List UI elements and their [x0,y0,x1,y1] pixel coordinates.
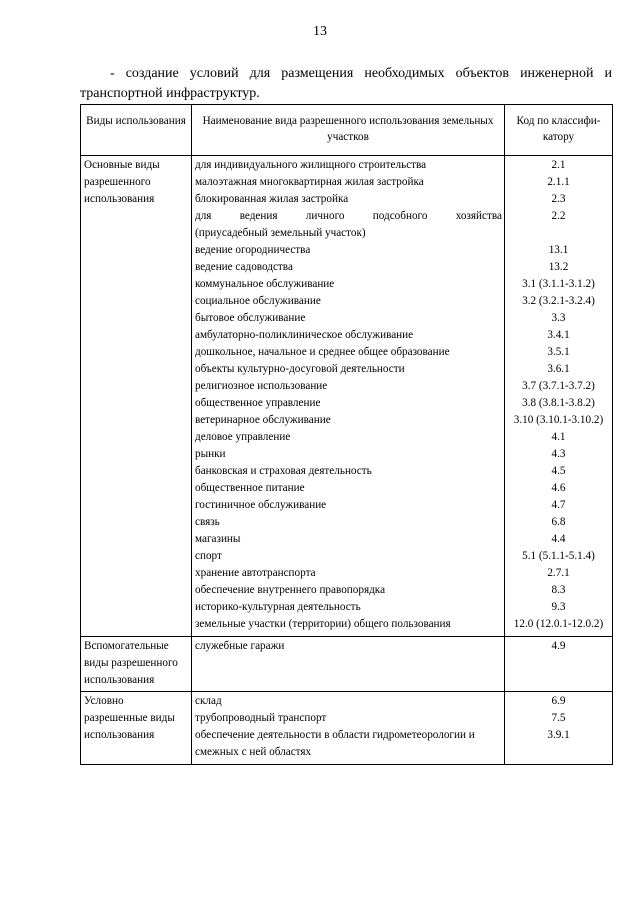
use-name: обеспечение внутреннего правопорядка [195,584,386,596]
use-name: банковская и страховая деятельность [195,465,372,477]
classifier-code: 4.7 [551,499,566,511]
header-use-name: Наименование вида разрешенного использования земельных участков [192,105,505,156]
section-auxiliary [81,637,613,692]
classifier-code: 2.3 [551,193,566,205]
classifier-code: 4.6 [551,482,566,494]
land-use-table [80,104,613,765]
use-name: трубопроводный транспорт [195,712,327,724]
use-name-continued: (приусадебный земельный участок) [195,227,366,239]
use-name: бытовое обслуживание [195,312,306,324]
header-usage-types: Виды использования [81,105,192,156]
use-name: склад [195,695,222,707]
use-name: для индивидуального жилищного строительства [195,159,427,171]
use-name: историко-культурная деятельность [195,601,361,613]
classifier-code: 4.5 [551,465,566,477]
classifier-code: 3.10 (3.10.1-3.10.2) [513,414,604,426]
use-name: ветеринарное обслуживание [195,414,331,426]
classifier-code: 3.2 (3.2.1-3.2.4) [522,295,595,307]
category-auxiliary: Вспомогательные виды разрешенного использования [81,637,192,692]
use-name: блокированная жилая застройка [195,193,349,205]
classifier-code: 2.7.1 [547,567,570,579]
classifier-code: 4.3 [551,448,566,460]
use-name: дошкольное, начальное и среднее общее образование [195,346,450,358]
codes-column-main [505,156,613,637]
use-name: социальное обслуживание [195,295,321,307]
use-name: деловое управление [195,431,291,443]
use-name: общественное управление [195,397,321,409]
classifier-code: 3.9.1 [547,729,570,741]
classifier-code: 6.9 [551,695,566,707]
use-name: рынки [195,448,226,460]
classifier-code: 2.2 [551,210,566,222]
header-classifier-code: Код по классифи-катору [505,105,613,156]
names-column-conditional [192,692,505,765]
classifier-code: 3.6.1 [547,363,570,375]
codes-column-auxiliary [505,637,613,692]
classifier-code: 4.9 [551,640,566,652]
table-header-row [81,105,613,156]
classifier-code: 8.3 [551,584,566,596]
section-main [81,156,613,637]
use-name: малоэтажная многоквартирная жилая застройка [195,176,424,188]
use-name: коммунальное обслуживание [195,278,335,290]
use-name: хранение автотранспорта [195,567,316,579]
names-column-main [192,156,505,637]
use-name: религиозное использование [195,380,328,392]
classifier-code: 3.1 (3.1.1-3.1.2) [522,278,595,290]
use-name: обеспечение деятельности в области гидрометеорологии и смежных с ней областях [195,729,475,758]
classifier-code: 3.5.1 [547,346,570,358]
classifier-code: 7.5 [551,712,566,724]
classifier-code: 4.1 [551,431,566,443]
classifier-code: 4.4 [551,533,566,545]
classifier-code: 2.1.1 [547,176,570,188]
classifier-code: 3.7 (3.7.1-3.7.2) [522,380,595,392]
use-name: земельные участки (территории) общего пользования [195,618,451,630]
use-name: служебные гаражи [195,640,285,652]
classifier-code: 6.8 [551,516,566,528]
codes-column-conditional [505,692,613,765]
category-conditional: Условно разрешенные виды использования [81,692,192,765]
use-name: ведение садоводства [195,261,293,273]
classifier-code: 5.1 (5.1.1-5.1.4) [522,550,595,562]
use-name: связь [195,516,220,528]
use-name: магазины [195,533,241,545]
classifier-code: 3.3 [551,312,566,324]
category-main: Основные виды разрешенного использования [81,156,192,637]
use-name: для ведения личного подсобного хозяйства [195,210,502,222]
classifier-code: 3.4.1 [547,329,570,341]
classifier-code: 9.3 [551,601,566,613]
classifier-code: 13.2 [548,261,569,273]
classifier-code: 12.0 (12.0.1-12.0.2) [513,618,604,630]
use-name: амбулаторно-поликлиническое обслуживание [195,329,414,341]
use-name: общественное питание [195,482,305,494]
use-name: спорт [195,550,222,562]
classifier-code: 3.8 (3.8.1-3.8.2) [522,397,595,409]
use-name: ведение огородничества [195,244,311,256]
page-number: 13 [313,24,327,39]
code-spacer [505,225,612,242]
use-name: объекты культурно-досуговой деятельности [195,363,405,375]
intro-paragraph: - создание условий для размещения необходимых объектов инженерной и транспортной инфраструктур. [80,66,612,101]
classifier-code: 2.1 [551,159,566,171]
classifier-code: 13.1 [548,244,569,256]
section-conditional [81,692,613,765]
names-column-auxiliary [192,637,505,692]
use-name: гостиничное обслуживание [195,499,327,511]
